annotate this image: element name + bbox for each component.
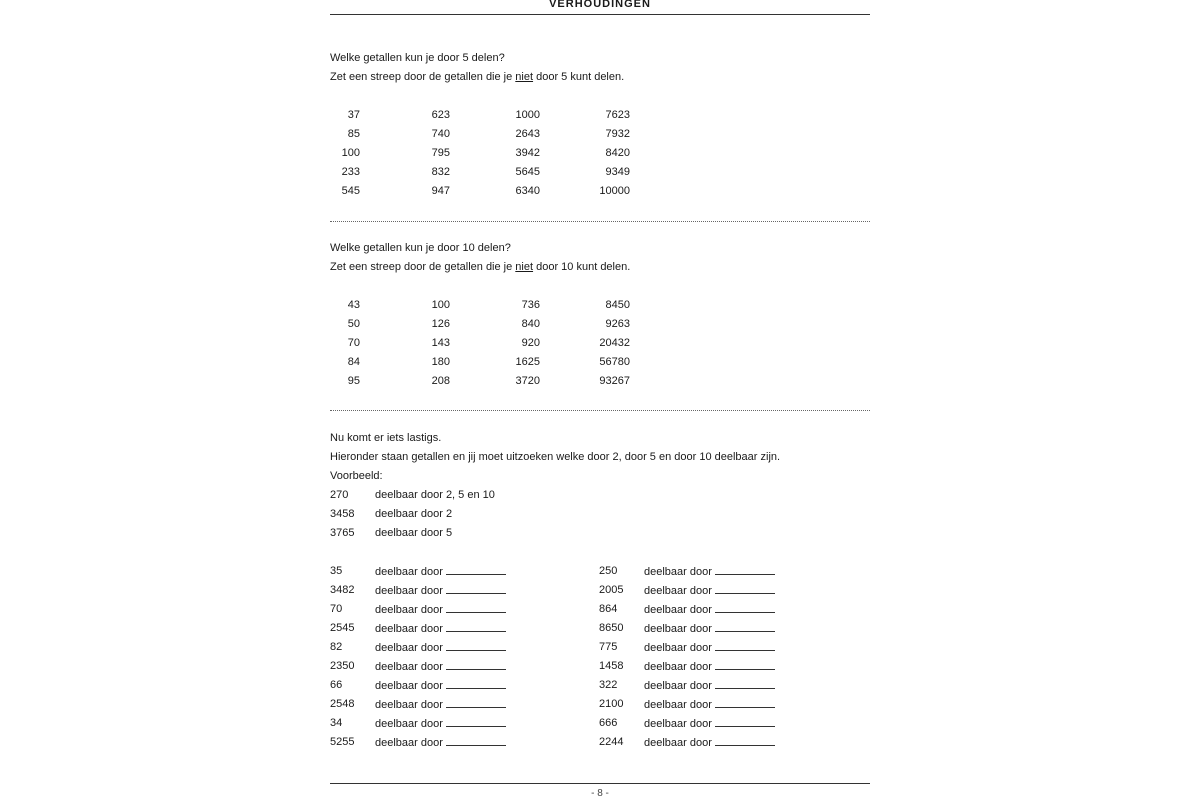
exercise-prompt: deelbaar door bbox=[644, 642, 712, 654]
exercise-prompt: deelbaar door bbox=[644, 737, 712, 749]
exercise-number: 66 bbox=[330, 679, 343, 691]
answer-blank[interactable] bbox=[715, 717, 775, 727]
exercise-number: 2548 bbox=[330, 698, 355, 710]
number-cell[interactable]: 1000 bbox=[515, 109, 540, 121]
exercise-row bbox=[375, 679, 506, 692]
number-cell[interactable]: 100 bbox=[341, 147, 360, 159]
exercise-number: 2350 bbox=[330, 660, 355, 672]
exercise-prompt: deelbaar door bbox=[375, 718, 443, 730]
exercise-number: 775 bbox=[599, 641, 618, 653]
answer-blank[interactable] bbox=[446, 641, 506, 651]
exercise-row bbox=[644, 660, 775, 673]
exercise-row bbox=[375, 584, 506, 597]
number-cell[interactable]: 70 bbox=[347, 337, 360, 349]
exercise-prompt: deelbaar door bbox=[375, 737, 443, 749]
exercise-prompt: deelbaar door bbox=[644, 699, 712, 711]
example-label: Voorbeeld: bbox=[330, 470, 383, 482]
number-cell[interactable]: 8450 bbox=[605, 299, 630, 311]
number-cell[interactable]: 143 bbox=[431, 337, 450, 349]
exercise-prompt: deelbaar door bbox=[375, 623, 443, 635]
number-cell[interactable]: 736 bbox=[521, 299, 540, 311]
exercise-row bbox=[375, 717, 506, 730]
number-cell[interactable]: 3942 bbox=[515, 147, 540, 159]
page-number: - 8 - bbox=[591, 788, 609, 799]
exercise-number: 2244 bbox=[599, 736, 624, 748]
example-answer: deelbaar door 5 bbox=[375, 527, 453, 539]
answer-blank[interactable] bbox=[715, 641, 775, 651]
section2-instruction-emphasis: niet bbox=[515, 261, 534, 273]
exercise-prompt: deelbaar door bbox=[375, 566, 443, 578]
number-cell[interactable]: 10000 bbox=[599, 185, 630, 197]
answer-blank[interactable] bbox=[715, 622, 775, 632]
section2-instruction-pre: Zet een streep door de getallen die je bbox=[330, 261, 516, 273]
example-answer: deelbaar door 2 bbox=[375, 508, 453, 520]
example-answer: deelbaar door 2, 5 en 10 bbox=[375, 489, 495, 501]
exercise-prompt: deelbaar door bbox=[644, 680, 712, 692]
number-cell[interactable]: 6340 bbox=[515, 185, 540, 197]
number-cell[interactable]: 7932 bbox=[605, 128, 630, 140]
number-cell[interactable]: 180 bbox=[431, 356, 450, 368]
answer-blank[interactable] bbox=[446, 717, 506, 727]
exercise-number: 250 bbox=[599, 565, 618, 577]
number-cell[interactable]: 8420 bbox=[605, 147, 630, 159]
exercise-prompt: deelbaar door bbox=[375, 680, 443, 692]
answer-blank[interactable] bbox=[715, 698, 775, 708]
section2-instruction-post: door 10 kunt delen. bbox=[533, 261, 631, 273]
exercise-prompt: deelbaar door bbox=[375, 604, 443, 616]
exercise-number: 2005 bbox=[599, 584, 624, 596]
exercise-number: 322 bbox=[599, 679, 618, 691]
answer-blank[interactable] bbox=[446, 679, 506, 689]
example-number: 270 bbox=[330, 489, 349, 501]
section1-instruction-pre: Zet een streep door de getallen die je bbox=[330, 71, 516, 83]
answer-blank[interactable] bbox=[715, 679, 775, 689]
exercise-row bbox=[644, 698, 775, 711]
exercise-number: 864 bbox=[599, 603, 618, 615]
exercise-number: 70 bbox=[330, 603, 343, 615]
exercise-row bbox=[375, 641, 506, 654]
answer-blank[interactable] bbox=[446, 622, 506, 632]
exercise-row bbox=[375, 660, 506, 673]
exercise-number: 1458 bbox=[599, 660, 624, 672]
number-cell[interactable]: 50 bbox=[347, 318, 360, 330]
number-cell[interactable]: 2643 bbox=[515, 128, 540, 140]
number-cell[interactable]: 95 bbox=[347, 375, 360, 387]
answer-blank[interactable] bbox=[446, 736, 506, 746]
exercise-prompt: deelbaar door bbox=[644, 623, 712, 635]
section1-instruction bbox=[330, 71, 624, 83]
answer-blank[interactable] bbox=[715, 603, 775, 613]
number-cell[interactable]: 7623 bbox=[605, 109, 630, 121]
section2-question: Welke getallen kun je door 10 delen? bbox=[330, 242, 511, 254]
number-cell[interactable]: 85 bbox=[347, 128, 360, 140]
number-cell[interactable]: 100 bbox=[431, 299, 450, 311]
footer-rule bbox=[330, 783, 870, 784]
exercise-row bbox=[375, 698, 506, 711]
answer-blank[interactable] bbox=[446, 603, 506, 613]
exercise-number: 34 bbox=[330, 717, 343, 729]
answer-blank[interactable] bbox=[446, 584, 506, 594]
header-rule bbox=[330, 14, 870, 15]
exercise-number: 666 bbox=[599, 717, 618, 729]
example-number: 3765 bbox=[330, 527, 355, 539]
exercise-number: 82 bbox=[330, 641, 343, 653]
exercise-prompt: deelbaar door bbox=[375, 699, 443, 711]
answer-blank[interactable] bbox=[715, 736, 775, 746]
page-header-title: VERHOUDINGEN bbox=[549, 0, 651, 10]
answer-blank[interactable] bbox=[446, 698, 506, 708]
exercise-prompt: deelbaar door bbox=[375, 661, 443, 673]
exercise-row bbox=[375, 736, 506, 749]
number-cell[interactable]: 623 bbox=[431, 109, 450, 121]
number-cell[interactable]: 3720 bbox=[515, 375, 540, 387]
exercise-row bbox=[375, 603, 506, 616]
number-cell[interactable]: 37 bbox=[347, 109, 360, 121]
exercise-number: 2545 bbox=[330, 622, 355, 634]
section-divider bbox=[330, 410, 870, 411]
number-cell[interactable]: 920 bbox=[521, 337, 540, 349]
answer-blank[interactable] bbox=[446, 565, 506, 575]
answer-blank[interactable] bbox=[715, 660, 775, 670]
number-cell[interactable]: 9263 bbox=[605, 318, 630, 330]
exercise-prompt: deelbaar door bbox=[375, 642, 443, 654]
exercise-prompt: deelbaar door bbox=[644, 585, 712, 597]
exercise-prompt: deelbaar door bbox=[644, 661, 712, 673]
exercise-number: 8650 bbox=[599, 622, 624, 634]
number-cell[interactable]: 84 bbox=[347, 356, 360, 368]
number-cell[interactable]: 5645 bbox=[515, 166, 540, 178]
exercise-number: 35 bbox=[330, 565, 343, 577]
example-number: 3458 bbox=[330, 508, 355, 520]
exercise-prompt: deelbaar door bbox=[644, 718, 712, 730]
section-divider bbox=[330, 221, 870, 222]
number-cell[interactable]: 840 bbox=[521, 318, 540, 330]
number-cell[interactable]: 233 bbox=[341, 166, 360, 178]
exercise-row bbox=[644, 717, 775, 730]
exercise-row bbox=[644, 603, 775, 616]
section1-instruction-emphasis: niet bbox=[515, 71, 534, 83]
number-cell[interactable]: 1625 bbox=[515, 356, 540, 368]
exercise-number: 5255 bbox=[330, 736, 355, 748]
exercise-row bbox=[644, 584, 775, 597]
number-cell[interactable]: 126 bbox=[431, 318, 450, 330]
section3-intro: Nu komt er iets lastigs. bbox=[330, 432, 442, 444]
exercise-number: 3482 bbox=[330, 584, 355, 596]
exercise-prompt: deelbaar door bbox=[644, 566, 712, 578]
section1-instruction-post: door 5 kunt delen. bbox=[533, 71, 625, 83]
section3-instruction: Hieronder staan getallen en jij moet uitzoeken welke door 2, door 5 en door 10 deelbaar zijn. bbox=[330, 451, 781, 463]
exercise-prompt: deelbaar door bbox=[644, 604, 712, 616]
exercise-row bbox=[375, 622, 506, 635]
exercise-row bbox=[644, 565, 775, 578]
exercise-row bbox=[644, 679, 775, 692]
exercise-prompt: deelbaar door bbox=[375, 585, 443, 597]
number-cell[interactable]: 93267 bbox=[599, 375, 630, 387]
answer-blank[interactable] bbox=[715, 584, 775, 594]
exercise-row bbox=[644, 641, 775, 654]
number-cell[interactable]: 545 bbox=[341, 185, 360, 197]
number-cell[interactable]: 20432 bbox=[599, 337, 630, 349]
number-cell[interactable]: 832 bbox=[431, 166, 450, 178]
section1-question: Welke getallen kun je door 5 delen? bbox=[330, 52, 505, 64]
number-cell[interactable]: 43 bbox=[347, 299, 360, 311]
exercise-row bbox=[375, 565, 506, 578]
exercise-number: 2100 bbox=[599, 698, 624, 710]
exercise-row bbox=[644, 736, 775, 749]
answer-blank[interactable] bbox=[715, 565, 775, 575]
number-cell[interactable]: 208 bbox=[431, 375, 450, 387]
answer-blank[interactable] bbox=[446, 660, 506, 670]
number-cell[interactable]: 56780 bbox=[599, 356, 630, 368]
section2-instruction bbox=[330, 261, 630, 273]
number-cell[interactable]: 947 bbox=[431, 185, 450, 197]
number-cell[interactable]: 795 bbox=[431, 147, 450, 159]
number-cell[interactable]: 9349 bbox=[605, 166, 630, 178]
number-cell[interactable]: 740 bbox=[431, 128, 450, 140]
exercise-row bbox=[644, 622, 775, 635]
